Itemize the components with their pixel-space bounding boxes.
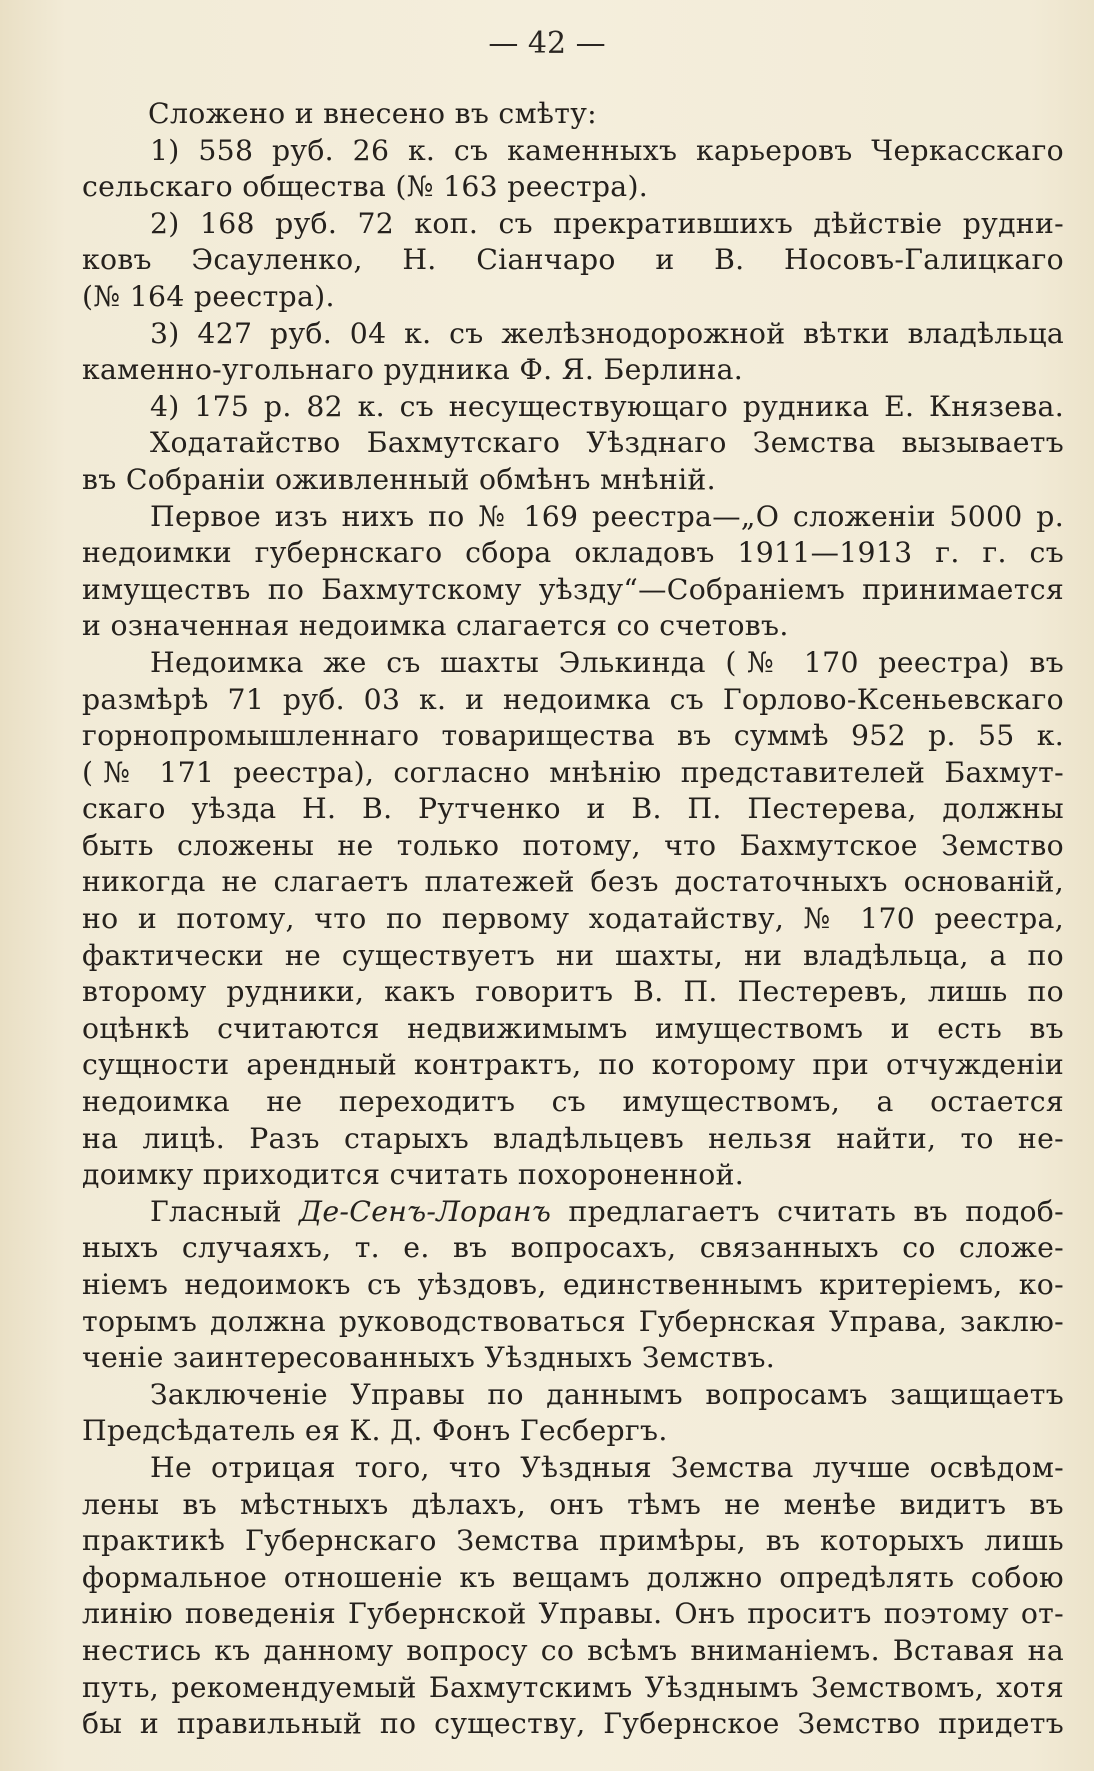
speaker-line — [82, 1194, 1064, 1231]
paragraph-line: фактически не существуетъ ни шахты, ни владѣльца, а по — [82, 938, 1064, 972]
paragraph-line: на лицѣ. Разъ старыхъ владѣльцевъ нельзя найти, то не- — [82, 1121, 1064, 1155]
paragraph-line: Не отрицая того, что Уѣздныя Земства лучше освѣдом- — [150, 1450, 1064, 1484]
paragraph-line: Первое изъ нихъ по № 169 реестра—„О сложеніи 5000 р. — [150, 499, 1064, 533]
paragraph-line: ченіе заинтересованныхъ Уѣздныхъ Земствъ. — [82, 1341, 776, 1375]
paragraph-line: Заключеніе Управы по даннымъ вопросамъ защищаетъ — [150, 1377, 1064, 1411]
paragraph-line: 2) 168 руб. 72 коп. съ прекратившихъ дѣйствіе рудни- — [150, 206, 1064, 240]
paragraph-line: (№ 164 реестра). — [82, 279, 335, 313]
paragraph-line: горнопромышленнаго товарищества въ суммѣ 952 р. 55 к. — [82, 719, 1064, 753]
paragraph-line: путь, рекомендуемый Бахмутскимъ Уѣзднымъ Земствомъ, хотя — [82, 1670, 1064, 1704]
paragraph-line: размѣрѣ 71 руб. 03 к. и недоимка съ Горлово-Ксеньевскаго — [82, 682, 1064, 716]
paragraph-line: оцѣнкѣ считаются недвижимымъ имуществомъ и есть въ — [82, 1011, 1064, 1045]
paragraph-line: каменно-угольнаго рудника Ф. Я. Берлина. — [82, 353, 744, 387]
paragraph-line: но и потому, что по первому ходатайству, № 170 реестра, — [82, 902, 1064, 936]
paragraph-line: никогда не слагаетъ платежей безъ достаточныхъ основаній, — [82, 865, 1064, 899]
paragraph-line: въ Собраніи оживленный обмѣнъ мнѣній. — [82, 462, 716, 496]
paragraph-line: линію поведенія Губернской Управы. Онъ проситъ поэтому от- — [82, 1597, 1064, 1631]
paragraph-line: ныхъ случаяхъ, т. е. въ вопросахъ, связанныхъ со сложе- — [82, 1231, 1064, 1265]
paragraph-line: 4) 175 р. 82 к. съ несуществующаго рудника Е. Князева. — [150, 389, 1064, 423]
paragraph-line: скаго уѣзда Н. В. Рутченко и В. П. Пестерева, должны — [82, 792, 1064, 826]
speaker-name: Де-Сенъ-Лоранъ — [299, 1194, 552, 1228]
paragraph-line: второму рудники, какъ говоритъ В. П. Пестеревъ, лишь по — [82, 975, 1064, 1009]
paragraph-line: 1) 558 руб. 26 к. съ каменныхъ карьеровъ Черкасскаго — [150, 133, 1064, 167]
paragraph-line: Недоимка же съ шахты Элькинда (№ 170 реестра) въ — [150, 645, 1064, 679]
paragraph-line: ковъ Эсауленко, Н. Сіанчаро и В. Носовъ-Галицкаго — [82, 243, 1064, 277]
paragraph-line: Ходатайство Бахмутскаго Уѣзднаго Земства вызываетъ — [150, 426, 1064, 460]
speaker-prefix: Гласный — [150, 1194, 282, 1228]
paragraph-line: имуществъ по Бахмутскому уѣзду“—Собраніемъ принимается — [82, 572, 1064, 606]
paragraph-line: торымъ должна руководствоваться Губернская Управа, заклю- — [82, 1304, 1064, 1338]
paragraph-line: формальное отношеніе къ вещамъ должно опредѣлять собою — [82, 1560, 1064, 1594]
paragraph-line: Предсѣдатель ея К. Д. Фонъ Гесбергъ. — [82, 1414, 668, 1448]
paragraph-line: лены въ мѣстныхъ дѣлахъ, онъ тѣмъ не менѣе видитъ въ — [82, 1487, 1064, 1521]
paragraph-line: Сложено и внесено въ смѣту: — [148, 97, 597, 130]
paragraph-line: сельскаго общества (№ 163 реестра). — [82, 170, 649, 204]
body-text — [82, 96, 1064, 1743]
paragraph-line: 3) 427 руб. 04 к. съ желѣзнодорожной вѣтки владѣльца — [150, 316, 1064, 350]
paragraph-line: быть сложены не только потому, что Бахмутское Земство — [82, 828, 1064, 862]
paragraph-line: недоимки губернскаго сбора окладовъ 1911—1913 г. г. съ — [82, 536, 1064, 570]
paragraph-line: и означенная недоимка слагается со счетовъ. — [82, 609, 789, 643]
paragraph-line: (№ 171 реестра), согласно мнѣнію представителей Бахмут- — [82, 755, 1064, 789]
paragraph-line: ніемъ недоимокъ съ уѣздовъ, единственнымъ критеріемъ, ко- — [82, 1268, 1064, 1301]
page-number: — 42 — — [488, 26, 606, 61]
speaker-line-rest: предлагаетъ считать въ подоб- — [568, 1194, 1064, 1228]
paragraph-line: нестись къ данному вопросу со всѣмъ вниманіемъ. Вставая на — [82, 1633, 1064, 1667]
paragraph-line: практикѣ Губернскаго Земства примѣры, въ которыхъ лишь — [82, 1524, 1064, 1558]
paragraph-line: доимку приходится считать похороненной. — [82, 1158, 745, 1192]
paragraph-line: недоимка не переходитъ съ имуществомъ, а остается — [82, 1085, 1064, 1119]
paragraph-line: сущности арендный контрактъ, по которому при отчужденіи — [82, 1048, 1064, 1082]
paragraph-line: бы и правильный по существу, Губернское Земство придетъ — [82, 1707, 1064, 1741]
